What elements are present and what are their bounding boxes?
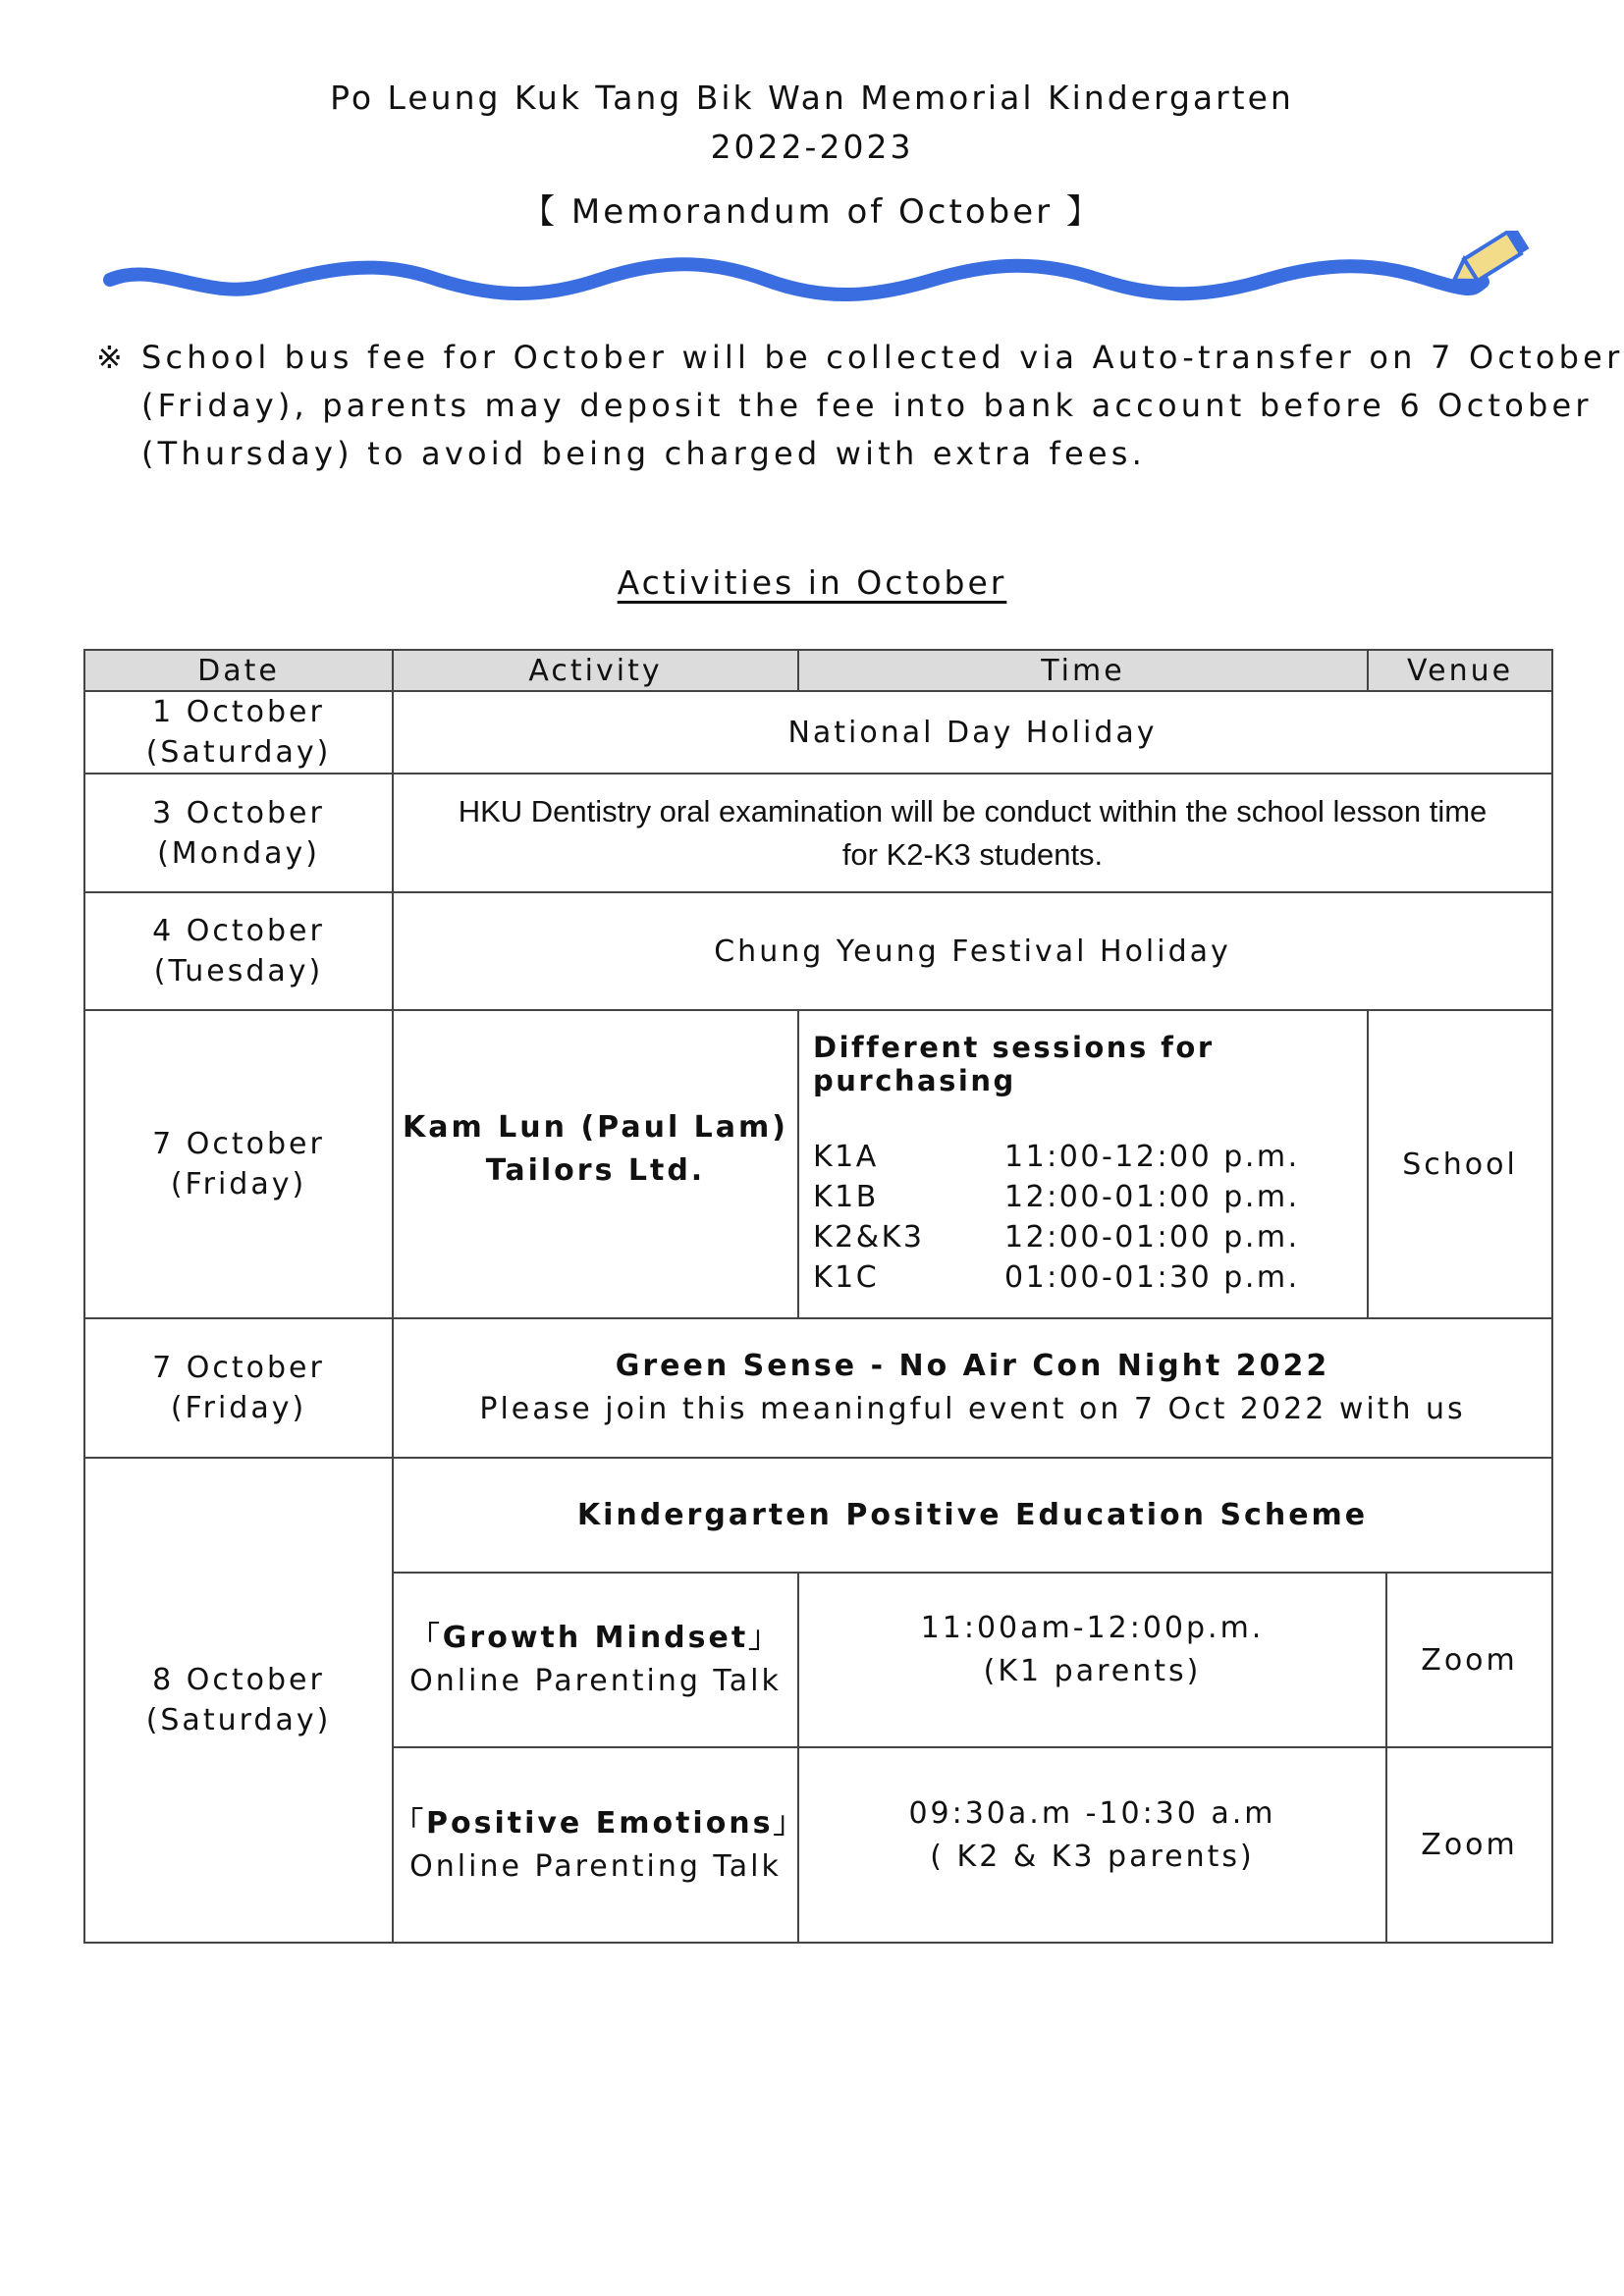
column-header-time: Time xyxy=(798,650,1368,691)
event-title: Green Sense - No Air Con Night 2022 xyxy=(615,1349,1330,1383)
date-cell: 3 October (Monday) xyxy=(84,774,393,892)
school-year: 2022-2023 xyxy=(710,128,914,166)
activity-cell: Kam Lun (Paul Lam) Tailors Ltd. xyxy=(393,1010,798,1318)
school-name: Po Leung Kuk Tang Bik Wan Memorial Kindergarten xyxy=(330,79,1294,117)
notice-line: School bus fee for October will be collected via Auto-transfer on 7 October xyxy=(141,339,1624,376)
column-header-activity: Activity xyxy=(393,650,798,691)
session-row: K1C 01:00-01:30 p.m. xyxy=(813,1260,1300,1295)
table-row xyxy=(84,691,1552,774)
memo-title: 【 Memorandum of October 】 xyxy=(521,192,1103,232)
session-row: K1A 11:00-12:00 p.m. xyxy=(813,1140,1300,1174)
venue-cell: Zoom xyxy=(1386,1747,1552,1943)
column-header-venue: Venue xyxy=(1368,650,1552,691)
squiggle-divider-icon xyxy=(98,231,1551,319)
activities-heading: Activities in October xyxy=(617,563,1007,602)
table-row xyxy=(84,1458,1552,1573)
talk-time-cell: 09:30a.m -10:30 a.m ( K2 & K3 parents) xyxy=(798,1747,1386,1943)
event-subtitle: Please join this meaningful event on 7 Oct 2022 with us xyxy=(479,1392,1466,1426)
activity-cell xyxy=(393,1318,1552,1458)
table-row xyxy=(84,1010,1552,1318)
table-row xyxy=(84,892,1552,1010)
activity-cell: National Day Holiday xyxy=(393,691,1552,774)
talk-cell: 「Growth Mindset」 Online Parenting Talk xyxy=(393,1573,798,1747)
activity-cell: HKU Dentistry oral examination will be conduct within the school lesson time for K2-K3 students. xyxy=(393,774,1552,892)
scheme-title: Kindergarten Positive Education Scheme xyxy=(393,1458,1552,1573)
table-header-row xyxy=(84,650,1552,691)
sessions-title: Different sessions for purchasing xyxy=(813,1031,1215,1097)
date-cell: 7 October (Friday) xyxy=(84,1318,393,1458)
sessions-cell xyxy=(798,1010,1368,1318)
notice-line: (Friday), parents may deposit the fee into bank account before 6 October xyxy=(141,387,1593,424)
date-cell: 1 October (Saturday) xyxy=(84,691,393,774)
talk-cell: 「Positive Emotions」 Online Parenting Talk xyxy=(393,1747,798,1943)
session-row: K2&K3 12:00-01:00 p.m. xyxy=(813,1220,1300,1255)
activity-cell: Chung Yeung Festival Holiday xyxy=(393,892,1552,1010)
session-row: K1B 12:00-01:00 p.m. xyxy=(813,1180,1300,1214)
column-header-date: Date xyxy=(84,650,393,691)
blue-wave-line xyxy=(110,264,1483,294)
date-cell: 7 October (Friday) xyxy=(84,1010,393,1318)
date-cell: 4 October (Tuesday) xyxy=(84,892,393,1010)
table-row xyxy=(84,1318,1552,1458)
venue-cell: School xyxy=(1368,1010,1552,1318)
date-cell: 8 October (Saturday) xyxy=(84,1458,393,1943)
talk-time-cell: 11:00am-12:00p.m. (K1 parents) xyxy=(798,1573,1386,1747)
table-row xyxy=(84,774,1552,892)
activities-table xyxy=(83,649,1553,1944)
notice-line: (Thursday) to avoid being charged with extra fees. xyxy=(141,435,1147,472)
reference-mark: ※ xyxy=(96,339,128,376)
venue-cell: Zoom xyxy=(1386,1573,1552,1747)
